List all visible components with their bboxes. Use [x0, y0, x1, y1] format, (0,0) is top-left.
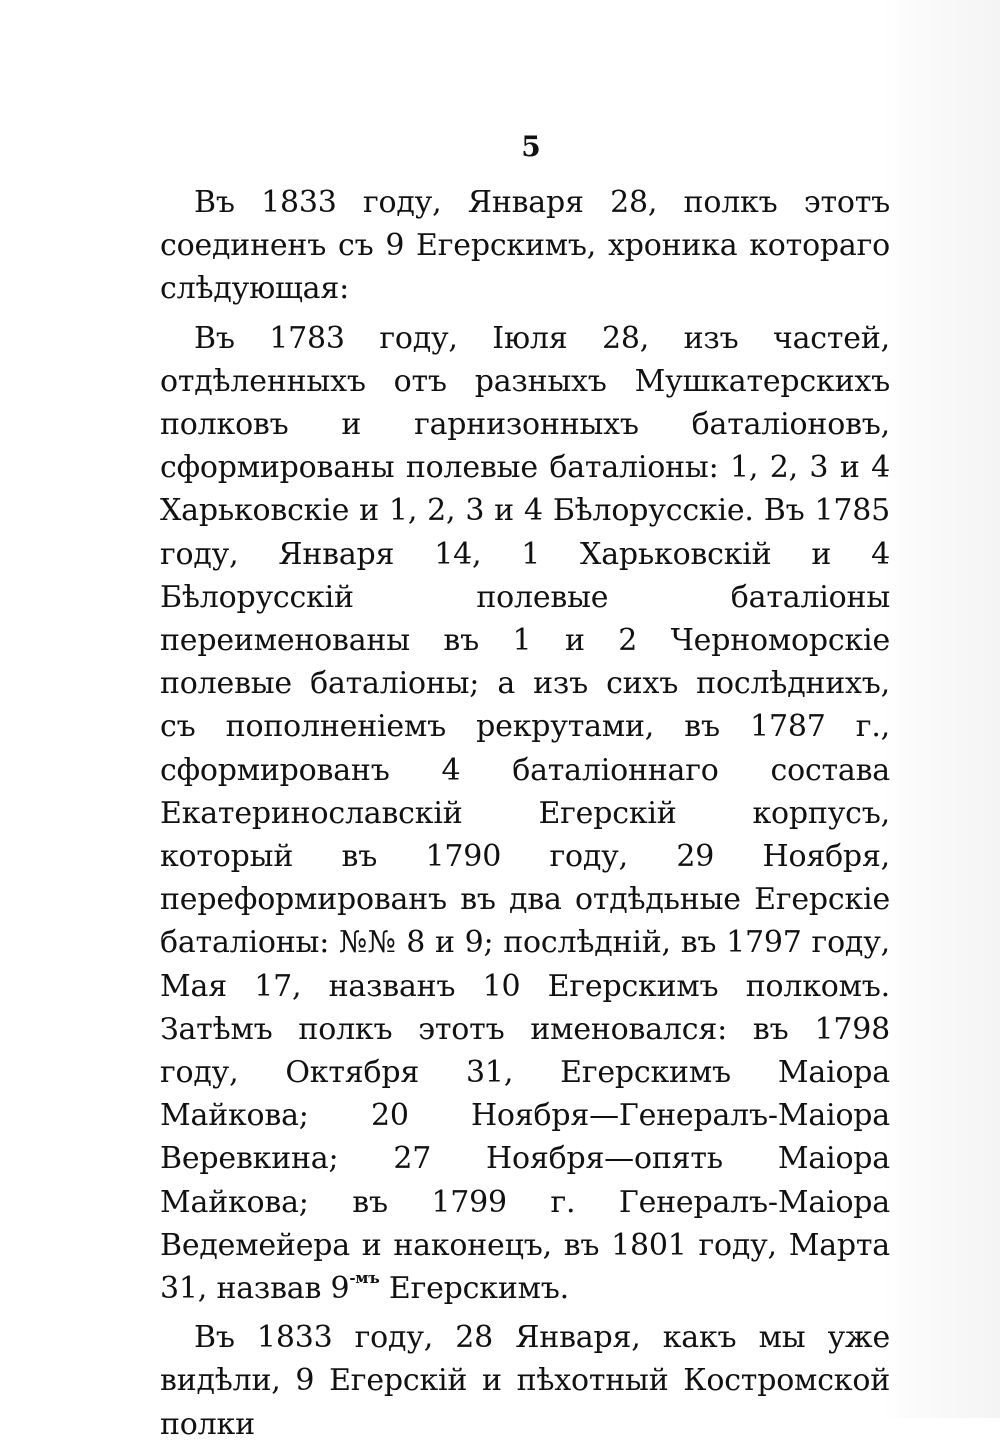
- paragraph-3: Въ 1833 году, 28 Января, какъ мы уже видѣли, 9 Егерскій и пѣхотный Костромской полки: [160, 1320, 890, 1442]
- paragraph-2-text: Въ 1783 году, Іюля 28, изъ частей, отдѣленныхъ отъ разныхъ Мушкатерскихъ полковъ и гарнизонныхъ баталіоновъ, сформированы полевые баталіоны: 1, 2, 3 и 4 Харьковскіе и 1, 2, 3 и 4 Бѣлорусскіе. Въ 1785 году, Января 14, 1 Харьковскій и 4 Бѣлорусскій полевые баталіоны переименованы въ 1 и 2 Черноморскіе полевые баталіоны; а изъ сихъ послѣднихъ, съ пополненіемъ рекрутами, въ 1787 г., сформированъ 4 баталіоннаго состава Екатеринославскій Егерскій корпусъ, который въ 1790 году, 29 Ноября, переформированъ въ два отдѣдьные Егерскіе баталіоны: №№ 8 и 9; послѣдній, въ 1797 году, Мая 17, названъ 10 Егерскимъ полкомъ. Затѣмъ полкъ этотъ именовался: въ 1798 году, Октября 31, Егерскимъ Маіора Майкова; 20 Ноября—Генералъ-Маіора Веревкина; 27 Ноября—опять Маіора Майкова; въ 1799 г. Генералъ-Маіора Ведемейера и наконецъ, въ 1801 году, Марта 31, назвав 9: [160, 320, 890, 1307]
- paragraph-1: Въ 1833 году, Января 28, полкъ этотъ соединенъ съ 9 Егерскимъ, хроника котораго слѣдующая:: [160, 185, 890, 307]
- scan-shadow-edge: [882, 0, 1000, 1418]
- ordinal-suffix: -мъ: [349, 1269, 380, 1288]
- page-number: 5: [521, 130, 541, 163]
- paragraph-2-tail: Егерскимъ.: [379, 1271, 569, 1307]
- document-page: [160, 130, 890, 1446]
- paragraph-2: [160, 317, 890, 1311]
